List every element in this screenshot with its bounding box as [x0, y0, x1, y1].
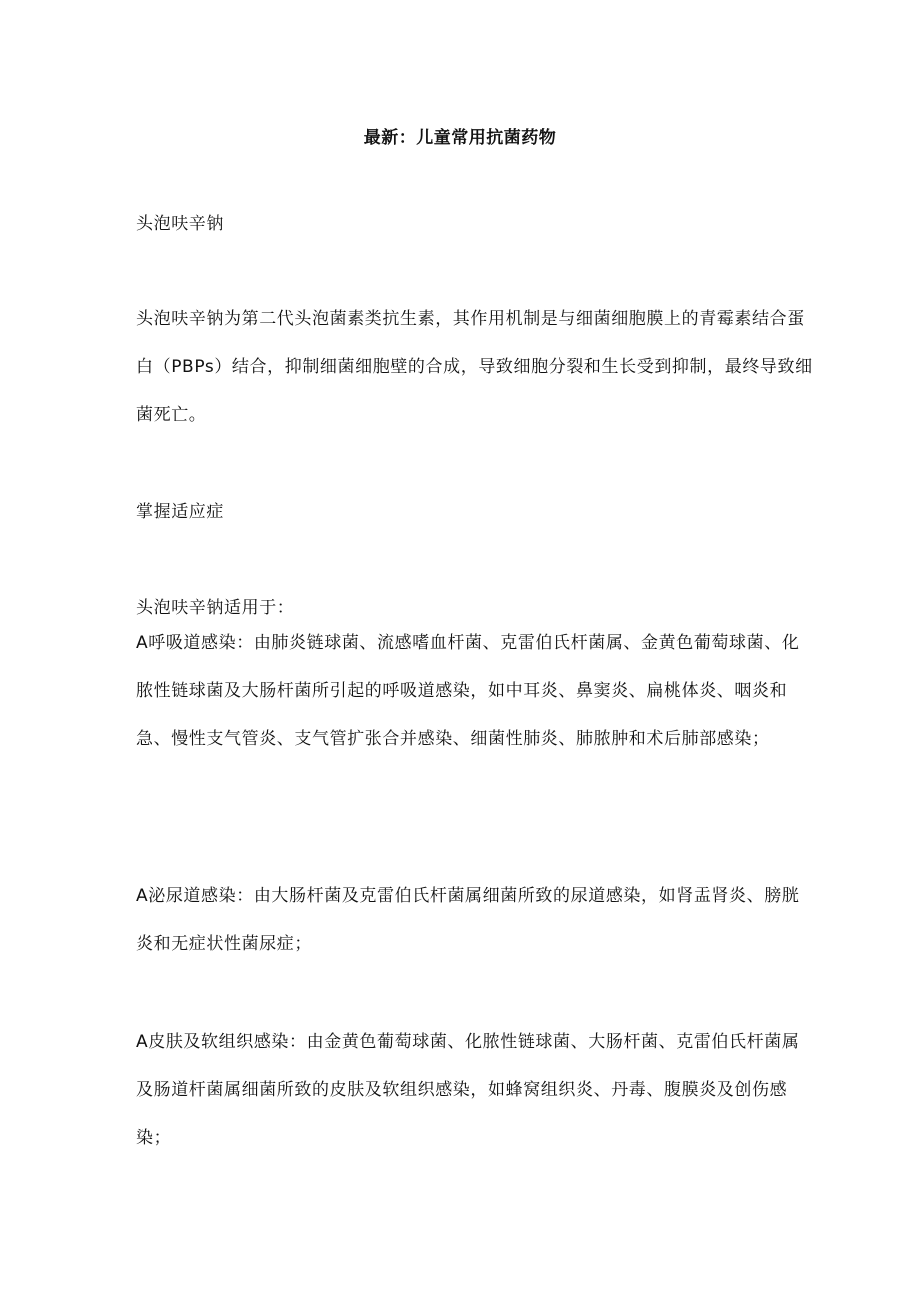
- indication-urinary: A泌尿道感染：由大肠杆菌及克雷伯氏杆菌属细菌所致的尿道感染，如肾盂肾炎、膀胱炎和无症状性菌尿症；: [136, 886, 800, 954]
- drug-name-heading: 头泡呋辛钠: [136, 214, 224, 234]
- indication-respiratory: A呼吸道感染：由肺炎链球菌、流感嗜血杆菌、克雷伯氏杆菌属、金黄色葡萄球菌、化脓性链球菌及大肠杆菌所引起的呼吸道感染，如中耳炎、鼻窦炎、扁桃体炎、咽炎和急、慢性支气管炎、支气管扩张合并感染、细菌性肺炎、肺脓肿和术后肺部感染；: [136, 633, 800, 749]
- mechanism-paragraph: 头泡呋辛钠为第二代头泡菌素类抗生素，其作用机制是与细菌细胞膜上的青霉素结合蛋白（PBPs）结合，抑制细菌细胞壁的合成，导致细胞分裂和生长受到抑制，最终导致细菌死亡。: [136, 309, 813, 425]
- indications-heading: 掌握适应症: [136, 502, 224, 522]
- indications-intro: 头泡呋辛钠适用于：: [136, 598, 295, 618]
- document-title: 最新：儿童常用抗菌药物: [363, 128, 557, 148]
- indication-skin-soft-tissue: A皮肤及软组织感染：由金黄色葡萄球菌、化脓性链球菌、大肠杆菌、克雷伯氏杆菌属及肠道杆菌属细菌所致的皮肤及软组织感染，如蜂窝组织炎、丹毒、腹膜炎及创伤感染；: [136, 1032, 800, 1148]
